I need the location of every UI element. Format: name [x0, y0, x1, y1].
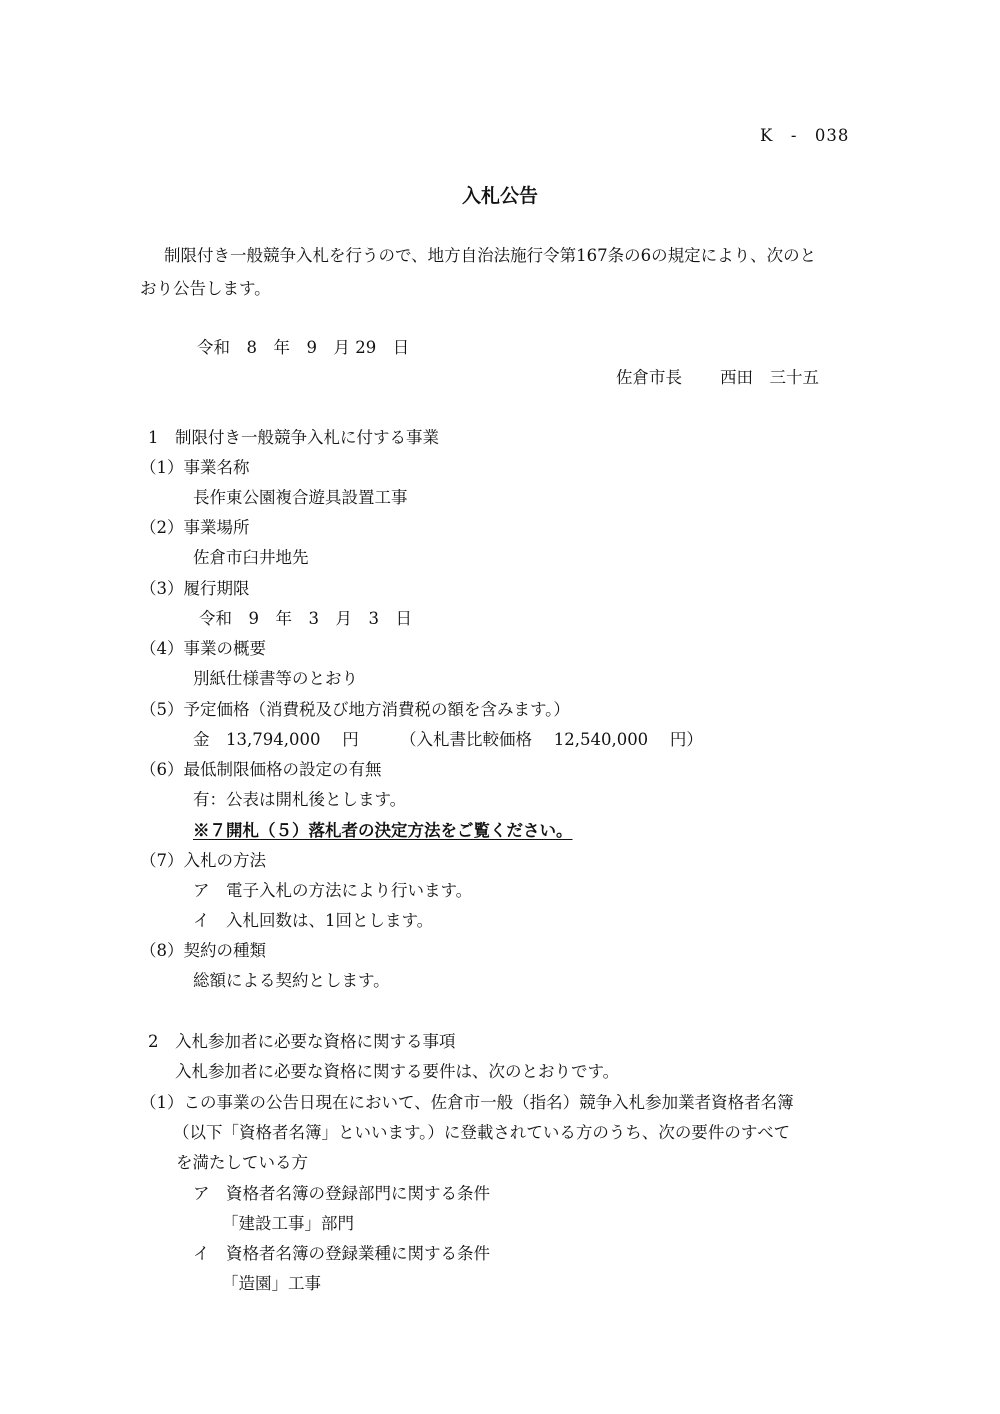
page-title: 入札公告	[461, 185, 538, 207]
issuer-name: 西田 三十五	[720, 368, 819, 387]
item-3-label: （3）履行期限	[140, 579, 250, 598]
section-2-item-1-line-3: を満たしている方	[176, 1153, 308, 1172]
subitem-b-value: 「造園」工事	[222, 1274, 321, 1293]
section-2-item-1-line-2: （以下「資格者名簿」といいます。）に登載されている方のうち、次の要件のすべて	[173, 1123, 791, 1142]
item-4-value: 別紙仕様書等のとおり	[193, 669, 358, 688]
section-2-heading: 2 入札参加者に必要な資格に関する事項	[148, 1032, 456, 1051]
section-1-heading: 1 制限付き一般競争入札に付する事業	[148, 428, 439, 447]
item-6-value: 有：公表は開札後とします。	[193, 790, 407, 809]
item-5-value: 金 13,794,000 円 （入札書比較価格 12,540,000 円）	[193, 730, 703, 749]
subitem-b-label: イ 資格者名簿の登録業種に関する条件	[193, 1244, 490, 1263]
item-6-label: （6）最低制限価格の設定の有無	[140, 760, 382, 779]
item-8-value: 総額による契約とします。	[193, 971, 390, 990]
item-3-value: 令和 9 年 3 月 3 日	[199, 609, 412, 628]
item-7-value-a: ア 電子入札の方法により行います。	[193, 881, 473, 900]
item-2-value: 佐倉市臼井地先	[193, 548, 309, 567]
item-7-value-b: イ 入札回数は、1回とします。	[193, 911, 434, 930]
item-6-note: ※７開札（５）落札者の決定方法をご覧ください。	[193, 821, 573, 840]
item-5-label: （5）予定価格（消費税及び地方消費税の額を含みます。）	[140, 700, 570, 719]
item-4-label: （4）事業の概要	[140, 639, 266, 658]
issuer-title: 佐倉市長	[616, 368, 682, 387]
section-2-lead: 入札参加者に必要な資格に関する要件は、次のとおりです。	[175, 1062, 620, 1081]
item-1-value: 長作東公園複合遊具設置工事	[193, 488, 408, 507]
announcement-date: 令和 8 年 9 月 29 日	[197, 338, 410, 357]
document-number: K - 038	[760, 126, 850, 145]
subitem-a-label: ア 資格者名簿の登録部門に関する条件	[193, 1184, 490, 1203]
intro-line-2: おり公告します。	[140, 279, 271, 298]
item-1-label: （1）事業名称	[140, 458, 250, 477]
subitem-a-value: 「建設工事」部門	[222, 1214, 354, 1233]
item-2-label: （2）事業場所	[140, 518, 250, 537]
item-8-label: （8）契約の種類	[140, 941, 266, 960]
section-2-item-1-line-1: （1）この事業の公告日現在において、佐倉市一般（指名）競争入札参加業者資格者名簿	[140, 1093, 794, 1112]
item-7-label: （7）入札の方法	[140, 851, 266, 870]
intro-line-1: 制限付き一般競争入札を行うので、地方自治法施行令第167条の6の規定により、次のと	[164, 246, 817, 265]
